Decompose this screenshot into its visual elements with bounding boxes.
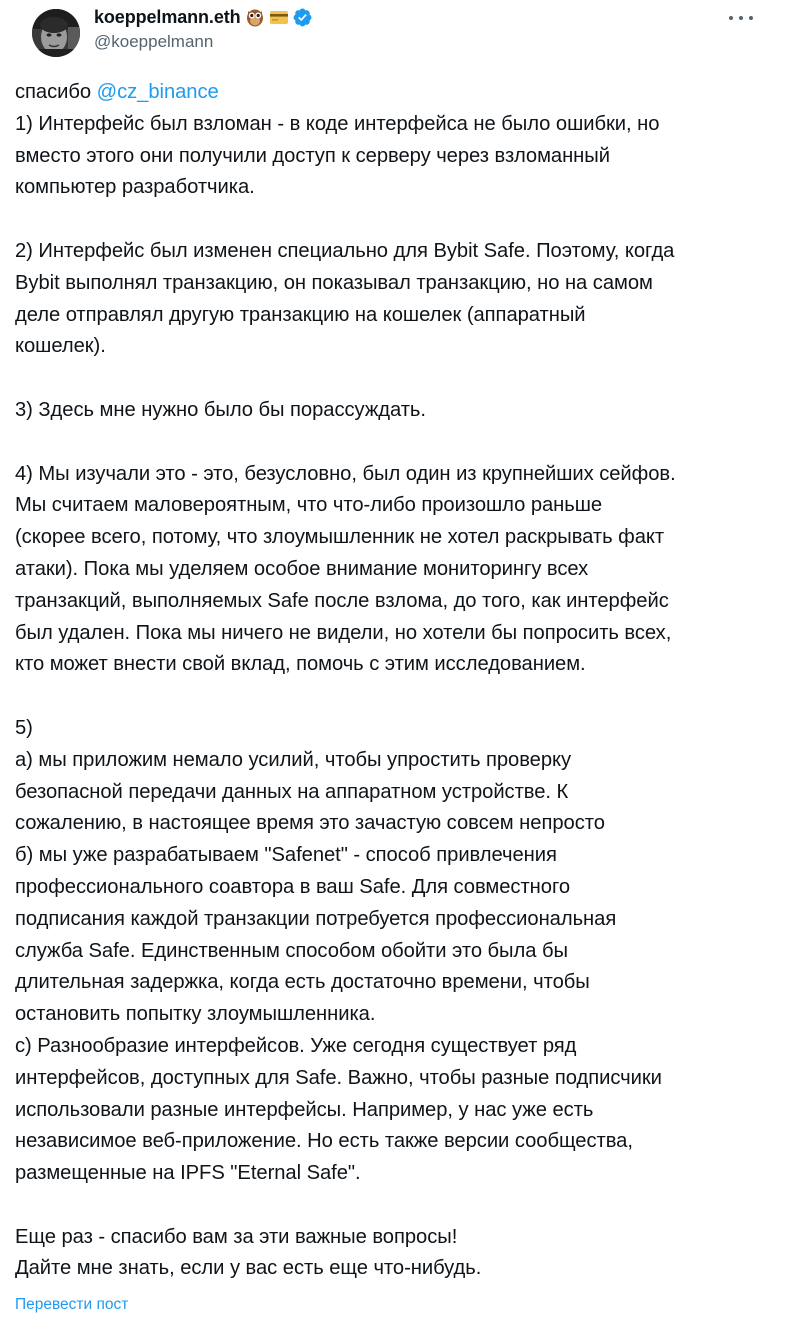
tweet-line-text: остановить попытку злоумышленника. bbox=[15, 1003, 376, 1026]
author-display-name[interactable]: koeppelmann.eth bbox=[94, 6, 241, 27]
author-handle[interactable]: @koeppelmann bbox=[94, 32, 214, 51]
tweet-line-text: длительная задержка, когда есть достаточно времени, чтобы bbox=[15, 971, 590, 994]
tweet-line bbox=[15, 904, 775, 936]
tweet-line bbox=[15, 331, 775, 363]
tweet-line-text: безопасной передачи данных на аппаратном устройстве. К bbox=[15, 780, 569, 803]
tweet-line bbox=[15, 1095, 775, 1127]
tweet-line-text: независимое веб-приложение. Но есть также версии сообщества, bbox=[15, 1130, 633, 1153]
tweet-line-text: а) мы приложим немало усилий, чтобы упростить проверку bbox=[15, 748, 572, 771]
tweet-line bbox=[15, 554, 775, 586]
tweet-text bbox=[15, 77, 775, 1285]
credit-card-emoji-icon bbox=[269, 7, 289, 27]
tweet-line-text: Еще раз - спасибо вам за эти важные вопросы! bbox=[15, 1225, 458, 1248]
tweet-line-text: б) мы уже разрабатываем "Safenet" - способ привлечения bbox=[15, 844, 557, 867]
verified-badge-icon[interactable] bbox=[292, 7, 313, 28]
tweet-line bbox=[15, 872, 775, 904]
tweet-line-text: размещенные на IPFS "Eternal Safe". bbox=[15, 1162, 361, 1185]
tweet-line-text: служба Safe. Единственным способом обойти это была бы bbox=[15, 939, 568, 962]
tweet-line bbox=[15, 300, 775, 332]
tweet-line bbox=[15, 522, 775, 554]
tweet-line bbox=[15, 586, 775, 618]
tweet-line-text: был удален. Пока мы ничего не видели, но хотели бы попросить всех, bbox=[15, 621, 672, 644]
tweet-line bbox=[15, 745, 775, 777]
tweet-line bbox=[15, 490, 775, 522]
translate-post-link[interactable]: Перевести пост bbox=[15, 1296, 129, 1313]
tweet-line-text: профессионального соавтора в ваш Safe. Для совместного bbox=[15, 875, 570, 898]
tweet-line bbox=[15, 77, 775, 109]
tweet-line bbox=[15, 1190, 775, 1222]
tweet-line-text: деле отправлял другую транзакцию на кошелек (аппаратный bbox=[15, 303, 586, 326]
tweet-line bbox=[15, 109, 775, 141]
tweet-line bbox=[15, 1253, 775, 1285]
tweet-line-text: использовали разные интерфейсы. Например, у нас уже есть bbox=[15, 1098, 594, 1121]
tweet-line-text: спасибо bbox=[15, 81, 97, 103]
tweet-line bbox=[15, 713, 775, 745]
tweet-line bbox=[15, 141, 775, 173]
tweet-line-text: с) Разнообразие интерфейсов. Уже сегодня существует ряд bbox=[15, 1034, 577, 1057]
tweet-line bbox=[15, 1158, 775, 1190]
tweet-line-text: кто может внести свой вклад, помочь с этим исследованием. bbox=[15, 653, 586, 676]
tweet-line bbox=[15, 967, 775, 999]
tweet-line bbox=[15, 1063, 775, 1095]
tweet-line bbox=[15, 840, 775, 872]
tweet-line-text: транзакций, выполняемых Safe после взлома, до того, как интерфейс bbox=[15, 589, 669, 612]
tweet-line bbox=[15, 1126, 775, 1158]
tweet-line-text: Bybit выполнял транзакцию, он показывал транзакцию, но на самом bbox=[15, 271, 653, 294]
tweet-line bbox=[15, 395, 775, 427]
author-block bbox=[94, 5, 313, 52]
avatar-image-icon bbox=[32, 9, 80, 57]
tweet-line-text: 1) Интерфейс был взломан - в коде интерфейса не было ошибки, но bbox=[15, 112, 660, 135]
tweet-line bbox=[15, 204, 775, 236]
tweet-line bbox=[15, 936, 775, 968]
mention-link[interactable]: @cz_binance bbox=[96, 81, 219, 103]
tweet-line-text: сожалению, в настоящее время это зачастую совсем непросто bbox=[15, 812, 605, 835]
tweet-line bbox=[15, 236, 775, 268]
tweet-line-text: (скорее всего, потому, что злоумышленник не хотел раскрывать факт bbox=[15, 526, 665, 549]
tweet-line bbox=[15, 777, 775, 809]
tweet-line bbox=[15, 618, 775, 650]
tweet-line bbox=[15, 1031, 775, 1063]
tweet-line bbox=[15, 427, 775, 459]
tweet-line bbox=[15, 172, 775, 204]
tweet-line bbox=[15, 459, 775, 491]
avatar[interactable] bbox=[32, 9, 80, 57]
tweet-line bbox=[15, 649, 775, 681]
tweet-line-text: кошелек). bbox=[15, 335, 106, 358]
more-options-button[interactable] bbox=[729, 10, 753, 26]
more-dot-icon bbox=[739, 16, 743, 20]
tweet-line-text: Дайте мне знать, если у вас есть еще что-нибудь. bbox=[15, 1257, 482, 1280]
tweet-line-text: Мы считаем маловероятным, что что-либо произошло раньше bbox=[15, 494, 603, 517]
tweet-line bbox=[15, 363, 775, 395]
tweet-line bbox=[15, 681, 775, 713]
tweet-line bbox=[15, 808, 775, 840]
tweet-line-text: 5) bbox=[15, 716, 33, 739]
tweet-header bbox=[16, 0, 769, 74]
tweet-line-text: атаки). Пока мы уделяем особое внимание мониторингу всех bbox=[15, 557, 589, 580]
more-dot-icon bbox=[729, 16, 733, 20]
tweet-line-text: 2) Интерфейс был изменен специально для Bybit Safe. Поэтому, когда bbox=[15, 239, 675, 262]
name-row bbox=[94, 5, 313, 29]
tweet-line-text: подписания каждой транзакции потребуется профессиональная bbox=[15, 907, 617, 930]
owl-emoji-icon bbox=[245, 7, 265, 27]
tweet-line-text: интерфейсов, доступных для Safe. Важно, чтобы разные подписчики bbox=[15, 1066, 662, 1089]
tweet-line-text: 4) Мы изучали это - это, безусловно, был один из крупнейших сейфов. bbox=[15, 462, 676, 485]
tweet-line-text: 3) Здесь мне нужно было бы порассуждать. bbox=[15, 398, 426, 421]
tweet-line bbox=[15, 1222, 775, 1254]
tweet-line bbox=[15, 268, 775, 300]
tweet-line-text: компьютер разработчика. bbox=[15, 176, 255, 199]
tweet-line-text: вместо этого они получили доступ к серверу через взломанный bbox=[15, 144, 610, 167]
more-dot-icon bbox=[749, 16, 753, 20]
tweet-line bbox=[15, 999, 775, 1031]
